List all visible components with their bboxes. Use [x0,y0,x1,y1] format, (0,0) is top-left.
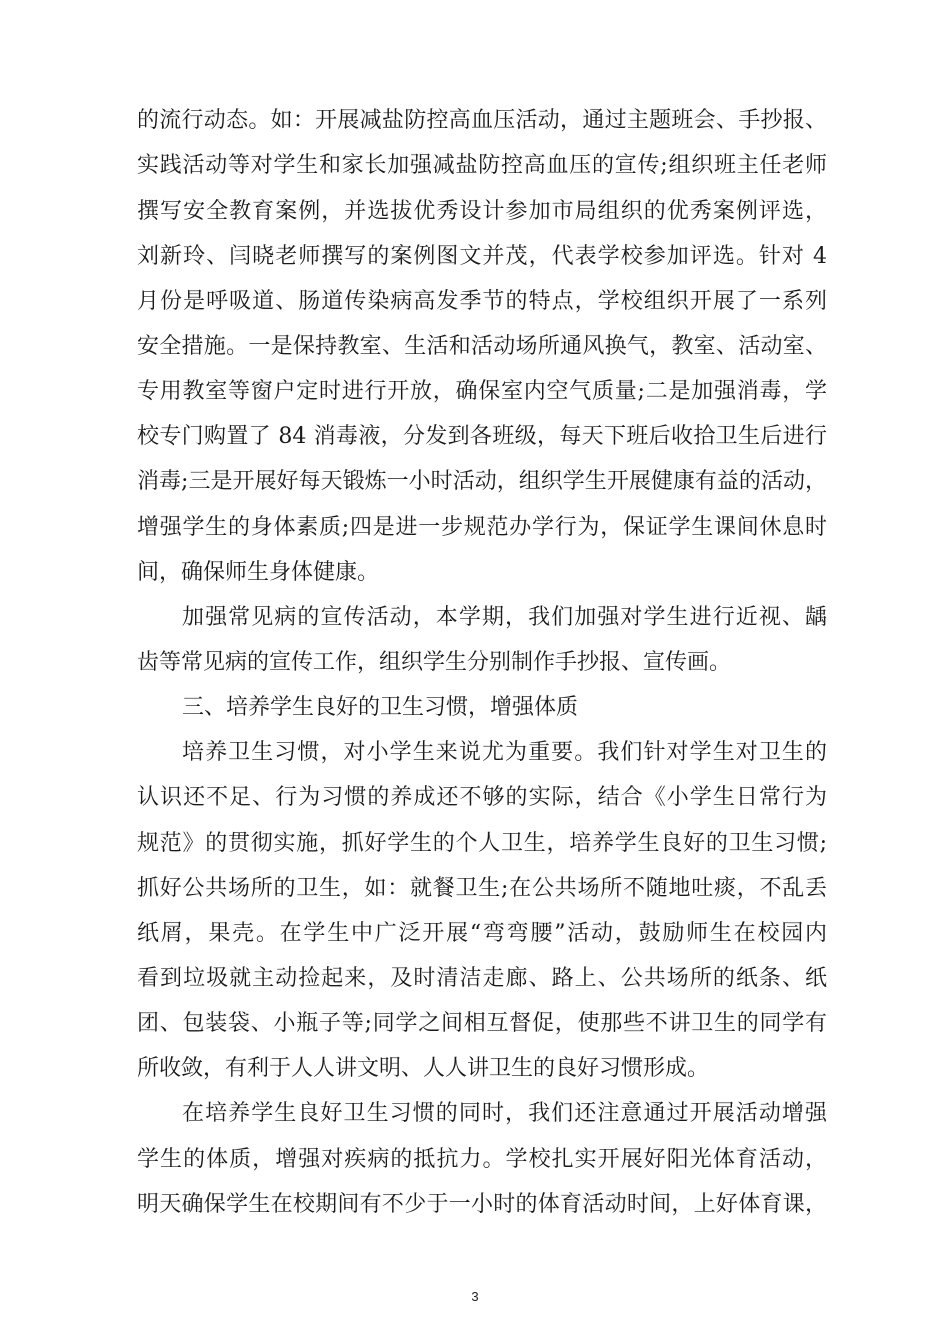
text-line: 培养卫生习惯，对小学生来说尤为重要。我们针对学生对卫生的 [182,740,827,765]
text-line: 学生的体质，增强对疾病的抵抗力。学校扎实开展好阳光体育活动， [137,1147,827,1172]
text-line: 撰写安全教育案例，并选拔优秀设计参加市局组织的优秀案例评选， [137,199,827,224]
text-line: 明天确保学生在校期间有不少于一小时的体育活动时间，上好体育课， [137,1192,827,1217]
section-heading: 三、培养学生良好的卫生习惯，增强体质 [182,695,579,720]
text-line: 认识还不足、行为习惯的养成还不够的实际，结合《小学生日常行为 [137,785,827,810]
page-number: 3 [471,1289,479,1304]
text-line: 所收敛，有利于人人讲文明、人人讲卫生的良好习惯形成。 [137,1056,710,1081]
text-line: 专用教室等窗户定时进行开放，确保室内空气质量;二是加强消毒，学 [137,379,827,404]
text-line: 增强学生的身体素质;四是进一步规范办学行为，保证学生课间休息时 [137,515,827,540]
text-line: 纸屑，果壳。在学生中广泛开展“弯弯腰”活动，鼓励师生在校园内 [137,921,827,946]
text-line: 规范》的贯彻实施，抓好学生的个人卫生，培养学生良好的卫生习惯; [137,831,827,856]
text-line: 间，确保师生身体健康。 [137,560,380,585]
text-line: 抓好公共场所的卫生，如：就餐卫生;在公共场所不随地吐痰，不乱丢 [137,876,827,901]
text-line: 安全措施。一是保持教室、生活和活动场所通风换气，教室、活动室、 [137,334,827,359]
text-line: 在培养学生良好卫生习惯的同时，我们还注意通过开展活动增强 [182,1101,827,1126]
text-line: 的流行动态。如：开展减盐防控高血压活动，通过主题班会、手抄报、 [137,108,827,133]
text-line: 团、包装袋、小瓶子等;同学之间相互督促，使那些不讲卫生的同学有 [137,1011,827,1036]
text-line: 月份是呼吸道、肠道传染病高发季节的特点，学校组织开展了一系列 [137,289,827,314]
text-line: 消毒;三是开展好每天锻炼一小时活动，组织学生开展健康有益的活动， [137,469,827,494]
text-line: 齿等常见病的宣传工作，组织学生分别制作手抄报、宣传画。 [137,650,732,675]
text-line: 刘新玲、闫晓老师撰写的案例图文并茂，代表学校参加评选。针对 4 [137,244,827,269]
text-line: 校专门购置了 84 消毒液，分发到各班级，每天下班后收拾卫生后进行 [137,424,827,449]
text-line: 实践活动等对学生和家长加强减盐防控高血压的宣传;组织班主任老师 [137,153,827,178]
text-line: 看到垃圾就主动捡起来，及时清洁走廊、路上、公共场所的纸条、纸 [137,966,827,991]
text-line: 加强常见病的宣传活动，本学期，我们加强对学生进行近视、龋 [182,605,827,630]
